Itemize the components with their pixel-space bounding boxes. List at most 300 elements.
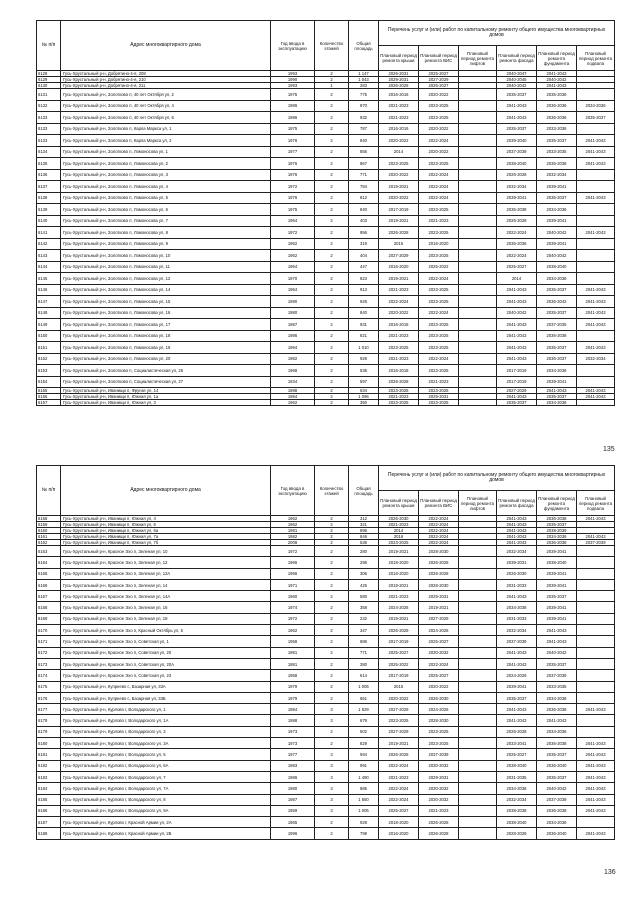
- row-address: Гусь-Хрустальный р-н, Золотково п, Ломоносова ул, 18: [61, 330, 271, 342]
- row-number: 6186: [37, 805, 61, 816]
- row-foundation: 2039-2041: [537, 579, 577, 590]
- row-area: 634: [349, 388, 379, 394]
- row-year: 1986: [271, 771, 315, 782]
- row-floors: 2: [315, 342, 349, 354]
- row-facade: 2022-2024: [497, 250, 537, 262]
- row-roof: 2020-2022: [379, 692, 419, 703]
- row-facade: 2041-2043: [497, 534, 537, 540]
- table-row: [37, 783, 615, 794]
- row-facade: 2041-2043: [497, 394, 537, 400]
- row-foundation: 2036-2040: [537, 760, 577, 771]
- row-lift: [459, 400, 497, 406]
- col-header-roof: Плановый период ремонта крыши: [379, 491, 419, 516]
- row-vis: 2023-2025: [419, 227, 459, 239]
- row-floors: 2: [315, 546, 349, 557]
- row-year: 1987: [271, 794, 315, 805]
- row-lift: [459, 670, 497, 681]
- row-lift: [459, 158, 497, 170]
- table-row: [37, 805, 615, 816]
- row-address: Гусь-Хрустальный р-н, Золотково п, 40 лет Октября ул, 4: [61, 100, 271, 112]
- row-roof: 2016-2020: [379, 261, 419, 273]
- row-lift: [459, 296, 497, 308]
- row-floors: 2: [315, 602, 349, 613]
- row-floors: 2: [315, 181, 349, 193]
- table-row: [37, 365, 615, 377]
- row-vis: 2037-2039: [419, 749, 459, 760]
- row-facade: 2014: [497, 273, 537, 285]
- row-area: 1 147: [349, 71, 379, 77]
- table-row: [37, 625, 615, 636]
- row-number: 6129: [37, 77, 61, 83]
- row-floors: 2: [315, 636, 349, 647]
- row-year: 1960: [271, 591, 315, 602]
- row-area: 931: [349, 319, 379, 331]
- row-area: 651: [349, 692, 379, 703]
- row-vis: 2023-2025: [419, 158, 459, 170]
- table-row: [37, 726, 615, 737]
- row-lift: [459, 783, 497, 794]
- col-header-foundation: Плановый период ремонта фундамента: [537, 491, 577, 516]
- row-basement: 2041-2043: [577, 388, 615, 394]
- row-facade: 2025-2027: [497, 749, 537, 760]
- row-vis: 2026-2028: [419, 557, 459, 568]
- row-facade: 2035-2037: [497, 89, 537, 101]
- row-foundation: 2034-2036: [537, 365, 577, 377]
- row-year: 1979: [271, 681, 315, 692]
- col-header-basement: Плановый период ремонта подвала: [577, 491, 615, 516]
- row-year: 1975: [271, 204, 315, 216]
- row-foundation: 2038-2040: [537, 261, 577, 273]
- row-roof: 2026-2029: [379, 625, 419, 636]
- table-row: [37, 376, 615, 388]
- row-number: 6188: [37, 828, 61, 839]
- row-roof: 2022-2024: [379, 783, 419, 794]
- row-floors: 2: [315, 100, 349, 112]
- row-roof: 2017-2019: [379, 204, 419, 216]
- row-number: 6187: [37, 817, 61, 828]
- row-area: 283: [349, 83, 379, 89]
- row-facade: 2032-2034: [497, 794, 537, 805]
- row-facade: 2041-2043: [497, 353, 537, 365]
- row-roof: 2020-2022: [379, 169, 419, 181]
- table-row: [37, 568, 615, 579]
- row-facade: 2035-2037: [497, 692, 537, 703]
- row-vis: 2022-2024: [419, 181, 459, 193]
- row-address: Гусь-Хрустальный р-н, Золотково п, Ломоносова ул, 15: [61, 296, 271, 308]
- row-floors: 2: [315, 365, 349, 377]
- row-floors: 3: [315, 783, 349, 794]
- row-foundation: 2036-2038: [537, 540, 577, 546]
- row-roof: 2021-2023: [379, 771, 419, 782]
- row-vis: 2022-2024: [419, 135, 459, 147]
- row-roof: 2022-2024: [379, 296, 419, 308]
- row-area: 1 010: [349, 342, 379, 354]
- row-vis: 2023-2025: [419, 296, 459, 308]
- row-foundation: 2036-2037: [537, 353, 577, 365]
- row-floors: 2: [315, 123, 349, 135]
- row-address: Гусь-Хрустальный р-н, Иванищи п, Южная ул, 7б: [61, 540, 271, 546]
- row-number: 6173: [37, 658, 61, 669]
- row-foundation: 2033-2035: [537, 146, 577, 158]
- row-basement: [577, 123, 615, 135]
- row-roof: 2021-2023: [379, 330, 419, 342]
- row-floors: 2: [315, 307, 349, 319]
- row-roof: 2026-2028: [379, 227, 419, 239]
- row-facade: 2027-2029: [497, 388, 537, 394]
- row-year: 1981: [271, 528, 315, 534]
- row-address: Гусь-Хрустальный р-н, Золотково п, Ломоносова ул, 5: [61, 192, 271, 204]
- row-vis: 2023-2025: [419, 388, 459, 394]
- row-vis: 2022-2024: [419, 192, 459, 204]
- row-floors: 2: [315, 726, 349, 737]
- row-floors: 2: [315, 215, 349, 227]
- row-lift: [459, 342, 497, 354]
- row-floors: 3: [315, 794, 349, 805]
- row-vis: 2025-2027: [419, 636, 459, 647]
- row-roof: 2021-2023: [379, 112, 419, 124]
- row-area: 885: [349, 783, 379, 794]
- row-lift: [459, 135, 497, 147]
- row-foundation: 2035-2037: [537, 192, 577, 204]
- row-address: Гусь-Хрустальный р-н, Золотково п, 40 лет Октября ул, 6: [61, 112, 271, 124]
- col-header-lift: Плановый период ремонта лифтов: [459, 491, 497, 516]
- row-basement: 2041-2043: [577, 135, 615, 147]
- row-year: 1990: [271, 77, 315, 83]
- row-vis: 2025-2022: [419, 261, 459, 273]
- row-facade: 2034-2036: [497, 602, 537, 613]
- row-floors: 2: [315, 738, 349, 749]
- table-row: [37, 158, 615, 170]
- row-facade: 2032-2034: [497, 625, 537, 636]
- row-basement: 2041-2043: [577, 534, 615, 540]
- row-basement: [577, 330, 615, 342]
- row-foundation: 2040-2042: [537, 783, 577, 794]
- row-basement: 2041-2043: [577, 342, 615, 354]
- row-address: Гусь-Хрустальный р-н, Красное Эхо п, Советская ул, 20: [61, 647, 271, 658]
- row-facade: 2035-2038: [497, 204, 537, 216]
- col-header-address: Адрес многоквартирного дома: [61, 466, 271, 516]
- row-roof: 2021-2023: [379, 522, 419, 528]
- row-foundation: 2034-2036: [537, 204, 577, 216]
- row-floors: 2: [315, 681, 349, 692]
- row-facade: 2041-2043: [497, 100, 537, 112]
- row-number: 6135: [37, 158, 61, 170]
- row-number: 6180: [37, 738, 61, 749]
- row-vis: 2028-2030: [419, 546, 459, 557]
- row-floors: 3: [315, 771, 349, 782]
- row-floors: 2: [315, 158, 349, 170]
- table-row: [37, 794, 615, 805]
- row-number: 6155: [37, 388, 61, 394]
- row-roof: 2026-2026: [379, 83, 419, 89]
- row-facade: 2025-2027: [497, 261, 537, 273]
- row-address: Гусь-Хрустальный р-н, Золотково п, Ломоносова ул, 16: [61, 307, 271, 319]
- row-facade: 2039-2031: [497, 557, 537, 568]
- row-vis: 2022-2024: [419, 534, 459, 540]
- row-lift: [459, 602, 497, 613]
- row-basement: 2041-2043: [577, 319, 615, 331]
- row-number: 6176: [37, 692, 61, 703]
- row-area: 821: [349, 330, 379, 342]
- row-lift: [459, 546, 497, 557]
- row-vis: 2023-2025: [419, 250, 459, 262]
- row-lift: [459, 181, 497, 193]
- row-vis: 2020-2022: [419, 146, 459, 158]
- row-address: Гусь-Хрустальный р-н, Красное Эхо п, Зеленая ул, 18: [61, 613, 271, 624]
- row-lift: [459, 215, 497, 227]
- row-number: 6185: [37, 794, 61, 805]
- table-row: [37, 284, 615, 296]
- col-header-basement: Плановый период ремонта подвала: [577, 46, 615, 71]
- row-basement: 2041-2043: [577, 760, 615, 771]
- row-year: 1980: [271, 296, 315, 308]
- table-row: [37, 227, 615, 239]
- row-basement: 2034-2036: [577, 100, 615, 112]
- row-foundation: 2035-2037: [537, 522, 577, 528]
- row-lift: [459, 273, 497, 285]
- row-floors: 2: [315, 284, 349, 296]
- row-address: Гусь-Хрустальный р-н, Красное Эхо п, Зеленая ул, 16: [61, 602, 271, 613]
- row-vis: 2026-2027: [419, 83, 459, 89]
- row-basement: 2041-2043: [577, 738, 615, 749]
- row-roof: 2026-2028: [379, 376, 419, 388]
- row-vis: 2029-2031: [419, 771, 459, 782]
- row-floors: 2: [315, 135, 349, 147]
- row-number: 6169: [37, 613, 61, 624]
- row-number: 6156: [37, 394, 61, 400]
- row-year: 1984: [271, 394, 315, 400]
- document-page-135: [36, 20, 614, 406]
- table-row: [37, 692, 615, 703]
- row-year: 1974: [271, 602, 315, 613]
- row-vis: 2025-2027: [419, 670, 459, 681]
- row-address: Гусь-Хрустальный р-н, Курлово г, Володарского ул, 3А: [61, 738, 271, 749]
- row-roof: 2023-2025: [379, 158, 419, 170]
- row-lift: [459, 738, 497, 749]
- row-basement: 2041-2043: [577, 146, 615, 158]
- row-roof: 2017-2019: [379, 670, 419, 681]
- row-floors: 2: [315, 71, 349, 77]
- row-number: 6149: [37, 319, 61, 331]
- table-row: [37, 181, 615, 193]
- row-vis: 2022-2024: [419, 516, 459, 522]
- row-basement: [577, 625, 615, 636]
- row-facade: 2039-2041: [497, 192, 537, 204]
- row-address: Гусь-Хрустальный р-н, Курлово г, Володарского ул, 7: [61, 771, 271, 782]
- row-address: Гусь-Хрустальный р-н, Курлово г, Володарского ул, 7А: [61, 783, 271, 794]
- row-area: 867: [349, 158, 379, 170]
- row-address: Гусь-Хрустальный р-н, Золотково п, Ломоносова ул, 11: [61, 261, 271, 273]
- row-facade: 2036-2036: [497, 238, 537, 250]
- row-basement: 2041-2043: [577, 296, 615, 308]
- row-vis: 2020-2022: [419, 123, 459, 135]
- row-address: Гусь-Хрустальный р-н, Курлово г, Володарского ул, 1: [61, 704, 271, 715]
- row-basement: [577, 726, 615, 737]
- row-vis: 2026-2028: [419, 828, 459, 839]
- row-facade: 2017-2019: [497, 365, 537, 377]
- row-address: Гусь-Хрустальный р-н, Золотково п, Ломоносова ул, 19: [61, 342, 271, 354]
- row-address: Гусь-Хрустальный р-н, Золотково п, Ломоносова ул, 8: [61, 227, 271, 239]
- table-row: [37, 135, 615, 147]
- row-number: 6134: [37, 146, 61, 158]
- row-area: 784: [349, 181, 379, 193]
- row-lift: [459, 760, 497, 771]
- row-number: 6141: [37, 227, 61, 239]
- row-floors: 2: [315, 250, 349, 262]
- row-number: 6145: [37, 273, 61, 285]
- row-area: 856: [349, 146, 379, 158]
- row-basement: [577, 670, 615, 681]
- row-roof: 2014: [379, 528, 419, 534]
- table-row: [37, 704, 615, 715]
- row-basement: 2041-2043: [577, 783, 615, 794]
- row-address: Гусь-Хрустальный р-н, Красное Эхо п, Зеленая ул, 10: [61, 546, 271, 557]
- row-foundation: 2036-2038: [537, 805, 577, 816]
- row-year: 1980: [271, 307, 315, 319]
- row-address: Гусь-Хрустальный р-н, Курлово г, Красной Армии ул, 2А: [61, 817, 271, 828]
- row-year: 1958: [271, 670, 315, 681]
- row-basement: 2041-2043: [577, 516, 615, 522]
- row-facade: 2031-2033: [497, 579, 537, 590]
- row-year: 1975: [271, 123, 315, 135]
- row-year: 1976: [271, 158, 315, 170]
- row-area: 1 490: [349, 771, 379, 782]
- row-floors: 2: [315, 828, 349, 839]
- row-year: 1983: [271, 760, 315, 771]
- col-header-vis: Плановый период ремонта ВИС: [419, 46, 459, 71]
- row-roof: 2025-2022: [379, 658, 419, 669]
- row-area: 358: [349, 602, 379, 613]
- row-address: Гусь-Хрустальный р-н, Иванищи п, Южная ул, 3: [61, 400, 271, 406]
- row-facade: 2041-2043: [497, 540, 537, 546]
- row-foundation: 2041-2043: [537, 715, 577, 726]
- row-address: Гусь-Хрустальный р-н, Золотково п, Карла Маркса ул, 2: [61, 135, 271, 147]
- row-year: 1976: [271, 135, 315, 147]
- row-address: Гусь-Хрустальный р-н, Золотково п, Социалистическая ул, 26: [61, 365, 271, 377]
- table-row: [37, 261, 615, 273]
- row-year: 1973: [271, 726, 315, 737]
- table-row: [37, 296, 615, 308]
- row-number: 6159: [37, 522, 61, 528]
- row-lift: [459, 376, 497, 388]
- row-basement: [577, 568, 615, 579]
- row-year: 1988: [271, 715, 315, 726]
- row-floors: 2: [315, 568, 349, 579]
- row-year: 1934: [271, 376, 315, 388]
- row-foundation: 2035-2037: [537, 284, 577, 296]
- table-row: [37, 353, 615, 365]
- col-header-year: Год ввода в эксплуатацию: [271, 466, 315, 516]
- row-floors: 2: [315, 77, 349, 83]
- row-lift: [459, 169, 497, 181]
- row-roof: 2015: [379, 238, 419, 250]
- row-number: 6153: [37, 365, 61, 377]
- row-lift: [459, 625, 497, 636]
- row-address: Гусь-Хрустальный р-н, Красное Эхо п, Советская ул, 1: [61, 636, 271, 647]
- table-row: [37, 330, 615, 342]
- row-number: 6170: [37, 625, 61, 636]
- row-basement: [577, 181, 615, 193]
- row-area: 775: [349, 89, 379, 101]
- table-row: [37, 557, 615, 568]
- row-year: 1972: [271, 181, 315, 193]
- row-foundation: 2036-2040: [537, 828, 577, 839]
- row-facade: 2038-2040: [497, 158, 537, 170]
- row-year: 1964: [271, 215, 315, 227]
- row-foundation: 2041-2043: [537, 83, 577, 89]
- row-basement: [577, 681, 615, 692]
- row-address: Гусь-Хрустальный р-н, Курлово г, Володарского ул, 1А: [61, 715, 271, 726]
- row-foundation: 2032-2034: [537, 169, 577, 181]
- row-basement: 2041-2043: [577, 158, 615, 170]
- row-number: 6161: [37, 534, 61, 540]
- table-row: [37, 250, 615, 262]
- row-year: 1959: [271, 805, 315, 816]
- row-address: Гусь-Хрустальный р-н, Иванищи п, Южная ул, 1а: [61, 394, 271, 400]
- row-address: Гусь-Хрустальный р-н, Добрятино-4-я, 208: [61, 71, 271, 77]
- row-year: 1979: [271, 692, 315, 703]
- row-number: 6171: [37, 636, 61, 647]
- row-floors: 2: [315, 613, 349, 624]
- row-number: 6138: [37, 192, 61, 204]
- col-header-area: Общая площадь: [349, 466, 379, 516]
- row-foundation: 2040-2042: [537, 647, 577, 658]
- row-number: 6151: [37, 342, 61, 354]
- row-facade: 2017-2019: [497, 376, 537, 388]
- row-basement: 2041-2043: [577, 704, 615, 715]
- row-area: 1 043: [349, 77, 379, 83]
- row-lift: [459, 353, 497, 365]
- row-area: 812: [349, 192, 379, 204]
- row-lift: [459, 658, 497, 669]
- row-vis: 2029-2031: [419, 394, 459, 400]
- row-facade: 2026-2028: [497, 169, 537, 181]
- row-address: Гусь-Хрустальный р-н, Добрятино-4-я, 211: [61, 83, 271, 89]
- row-roof: 2016-2020: [379, 568, 419, 579]
- row-year: 1962: [271, 516, 315, 522]
- row-floors: 2: [315, 647, 349, 658]
- row-foundation: 2035-2037: [537, 135, 577, 147]
- row-address: Гусь-Хрустальный р-н, Иванищи п, Южная ул, 4: [61, 516, 271, 522]
- row-area: 380: [349, 658, 379, 669]
- row-vis: 2030-2032: [419, 760, 459, 771]
- row-lift: [459, 89, 497, 101]
- row-basement: [577, 261, 615, 273]
- row-facade: 2024-2026: [497, 670, 537, 681]
- row-vis: 2023-2025: [419, 112, 459, 124]
- row-address: Гусь-Хрустальный р-н, Золотково п, Карла Маркса ул, 1: [61, 123, 271, 135]
- row-lift: [459, 579, 497, 590]
- col-header-num: № п/п: [37, 21, 61, 71]
- row-roof: 2018-2020: [379, 817, 419, 828]
- row-floors: 2: [315, 579, 349, 590]
- row-roof: 2023-2025: [379, 342, 419, 354]
- row-basement: [577, 169, 615, 181]
- row-number: 6183: [37, 771, 61, 782]
- row-foundation: 2035-2037: [537, 342, 577, 354]
- row-facade: 2038-2038: [497, 805, 537, 816]
- row-address: Гусь-Хрустальный р-н, Красное Эхо п, Советская ул, 20А: [61, 658, 271, 669]
- table-row: [37, 613, 615, 624]
- table-row: [37, 591, 615, 602]
- row-area: 870: [349, 100, 379, 112]
- row-floors: 2: [315, 146, 349, 158]
- row-number: 6133: [37, 112, 61, 124]
- row-facade: 2041-2043: [497, 112, 537, 124]
- row-area: 306: [349, 568, 379, 579]
- row-number: 6152: [37, 353, 61, 365]
- row-year: 1964: [271, 284, 315, 296]
